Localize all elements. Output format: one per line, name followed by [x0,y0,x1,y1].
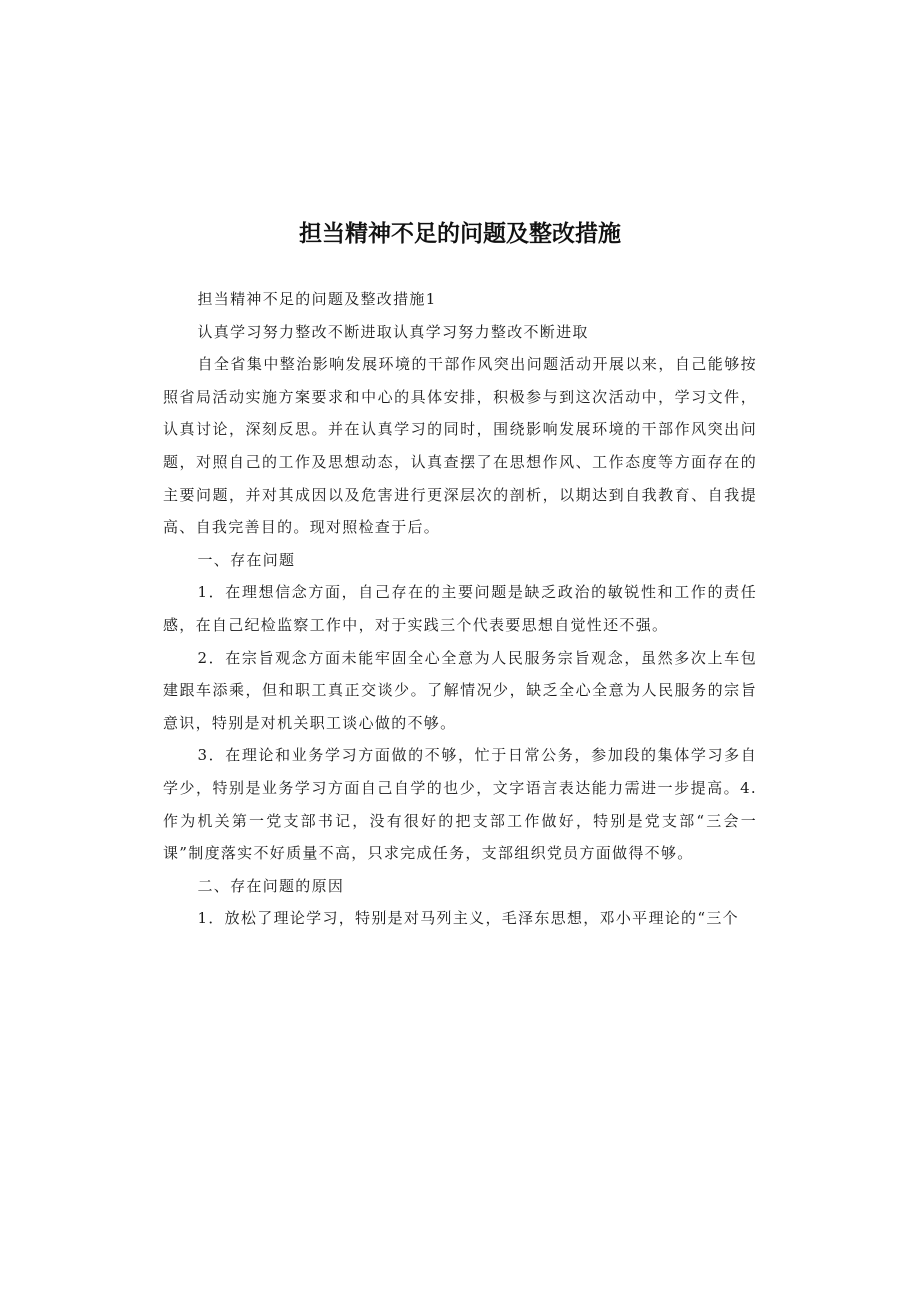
subtitle-paragraph: 担当精神不足的问题及整改措施1 [197,290,437,308]
document-title: 担当精神不足的问题及整改措施 [299,221,621,247]
problem-item-3: 3．在理论和业务学习方面做的不够，忙于日常公务，参加段的集体学习多自学少，特别是业务学习方面自己自学的也少，文字语言表达能力需进一步提高。4.作为机关第一党支部书记，没有很好的把支部工作做好，特别是党支部“三会一课”制度落实不好质量不高，只求完成任务，支部组织党员方面做得不够。 [163,746,757,863]
problem-item-1: 1．在理想信念方面，自己存在的主要问题是缺乏政治的敏锐性和工作的责任感，在自己纪检监察工作中，对于实践三个代表要思想自觉性还不强。 [163,583,757,634]
intro-paragraph: 自全省集中整治影响发展环境的干部作风突出问题活动开展以来，自己能够按照省局活动实施方案要求和中心的具体安排，积极参与到这次活动中，学习文件，认真讨论，深刻反思。并在认真学习的同时，围绕影响发展环境的干部作风突出问题，对照自己的工作及思想动态，认真查摆了在思想作风、工作态度等方面存在的主要问题，并对其成因以及危害进行更深层次的剖析，以期达到自我教育、自我提高、自我完善目的。现对照检查于后。 [163,355,757,537]
section-heading-causes: 二、存在问题的原因 [197,876,345,895]
problem-item-2: 2．在宗旨观念方面未能牢固全心全意为人民服务宗旨观念，虽然多次上车包建跟车添乘，但和职工真正交谈少。了解情况少，缺乏全心全意为人民服务的宗旨意识，特别是对机关职工谈心做的不够。 [163,648,757,732]
slogan-paragraph: 认真学习努力整改不断进取认真学习努力整改不断进取 [197,322,589,341]
section-heading-problems: 一、存在问题 [197,550,296,569]
cause-item-1: 1．放松了理论学习，特别是对马列主义，毛泽东思想，邓小平理论的“三个 [197,909,739,928]
document-body [163,283,757,935]
